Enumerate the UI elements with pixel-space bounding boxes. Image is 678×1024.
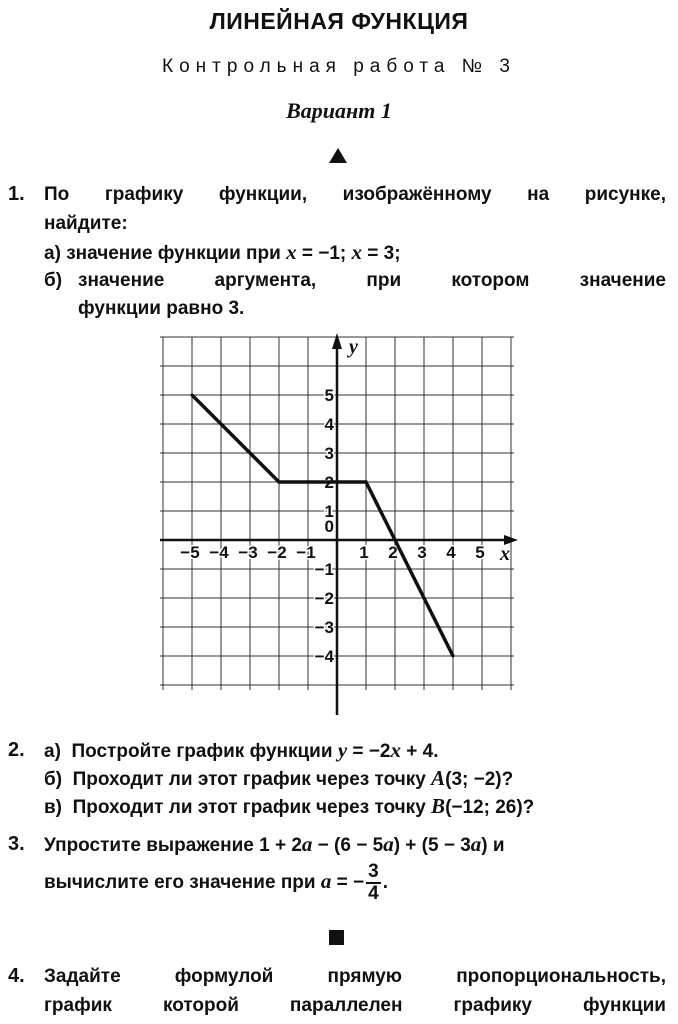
x-tick-label: −1 xyxy=(296,543,316,562)
var-x: x xyxy=(390,738,401,762)
x-tick-label: −3 xyxy=(238,543,258,562)
y-tick-label: 5 xyxy=(324,386,334,405)
page-title: ЛИНЕЙНАЯ ФУНКЦИЯ xyxy=(209,8,469,34)
x-tick-label: 5 xyxy=(475,543,485,562)
y-tick-label: 2 xyxy=(324,473,334,492)
fraction-numerator: 3 xyxy=(368,861,379,882)
y-tick-label: −2 xyxy=(314,589,334,608)
question-1-line-1: По графику функции, изображённому на рисунке, xyxy=(44,184,666,205)
part-a-value-2: = 3; xyxy=(362,243,401,264)
question-2-part-b xyxy=(44,764,513,794)
part-a-label: а) xyxy=(44,741,61,762)
question-2-part-c xyxy=(44,792,534,822)
fraction xyxy=(366,862,381,904)
question-1-number: 1. xyxy=(8,183,25,205)
x-tick-label: 1 xyxy=(359,543,369,562)
point-a-coords: (3; −2)? xyxy=(445,769,514,790)
series-point xyxy=(278,481,281,484)
part-c-label: в) xyxy=(44,797,63,818)
formula-tail: + 4. xyxy=(400,741,439,762)
fraction-denominator: 4 xyxy=(368,883,379,904)
question-3-line-2 xyxy=(44,862,388,904)
x-tick-label: 3 xyxy=(417,543,427,562)
part-b-line-1: значение аргумента, при котором значение xyxy=(78,270,666,291)
var-a: a xyxy=(301,832,313,856)
x-tick-label: 2 xyxy=(388,543,398,562)
y-tick-label: −1 xyxy=(314,560,334,579)
point-b-name: B xyxy=(431,794,446,818)
part-a-value-1: = −1; xyxy=(296,243,347,264)
variant-heading: Вариант 1 xyxy=(286,98,392,123)
question-3-line-1 xyxy=(44,830,505,860)
question-4-number: 4. xyxy=(8,965,25,987)
y-tick-label: 3 xyxy=(324,444,334,463)
part-a-text: значение функции при xyxy=(66,243,281,264)
formula-part: = −2 xyxy=(347,741,391,762)
equals-minus: = − xyxy=(331,872,365,894)
var-x: x xyxy=(286,240,297,264)
question-3-number: 3. xyxy=(8,833,25,855)
var-y: y xyxy=(337,738,348,762)
series-line xyxy=(192,395,453,656)
part-a-label: а) xyxy=(44,243,61,264)
y-tick-label: −3 xyxy=(314,618,334,637)
expr-part-3: ) + (5 − 3 xyxy=(393,835,471,856)
y-tick-label: 4 xyxy=(324,415,334,434)
line-2-end: . xyxy=(382,872,388,894)
expr-part-4: ) и xyxy=(481,835,505,856)
series-point xyxy=(191,394,194,397)
y-axis-label: y xyxy=(349,336,358,358)
part-b-line-2: функции равно 3. xyxy=(78,298,245,319)
var-x: x xyxy=(351,240,363,264)
var-a: a xyxy=(470,832,482,856)
y-axis-arrow-icon xyxy=(332,333,342,349)
question-2-number: 2. xyxy=(8,739,25,761)
series-point xyxy=(452,655,455,658)
part-b-label: б) xyxy=(44,769,63,790)
square-icon xyxy=(329,930,344,945)
x-tick-label: −2 xyxy=(267,543,287,562)
x-tick-label: −4 xyxy=(209,543,229,562)
question-2-part-a xyxy=(44,736,438,766)
x-tick-label: 4 xyxy=(446,543,456,562)
y-tick-label: −4 xyxy=(314,647,334,666)
origin-label: 0 xyxy=(324,517,334,536)
test-subtitle: Контрольная работа № 3 xyxy=(162,56,516,77)
part-a-text: Постройте график функции xyxy=(71,741,333,762)
question-1-line-2: найдите: xyxy=(44,213,128,234)
question-4-line-2: график которой параллелен графику функции xyxy=(44,995,666,1016)
series-point xyxy=(365,481,368,484)
var-a: a xyxy=(383,832,394,856)
line-2-text: вычислите его значение при xyxy=(44,872,316,894)
point-a-name: A xyxy=(431,766,446,790)
question-4-line-1: Задайте формулой прямую пропорциональность, xyxy=(44,966,666,987)
part-c-text: Проходит ли этот график через точку xyxy=(72,797,426,818)
x-axis-label: x xyxy=(500,543,510,565)
y-tick-label: 1 xyxy=(324,502,334,521)
var-a: a xyxy=(320,869,332,894)
part-b-text: Проходит ли этот график через точку xyxy=(72,769,426,790)
expr-part-1: Упростите выражение 1 + 2 xyxy=(44,835,302,856)
point-b-coords: (−12; 26)? xyxy=(445,797,535,818)
expr-part-2: − (6 − 5 xyxy=(312,835,384,856)
part-b-label: б) xyxy=(44,270,63,291)
x-tick-label: −5 xyxy=(180,543,200,562)
